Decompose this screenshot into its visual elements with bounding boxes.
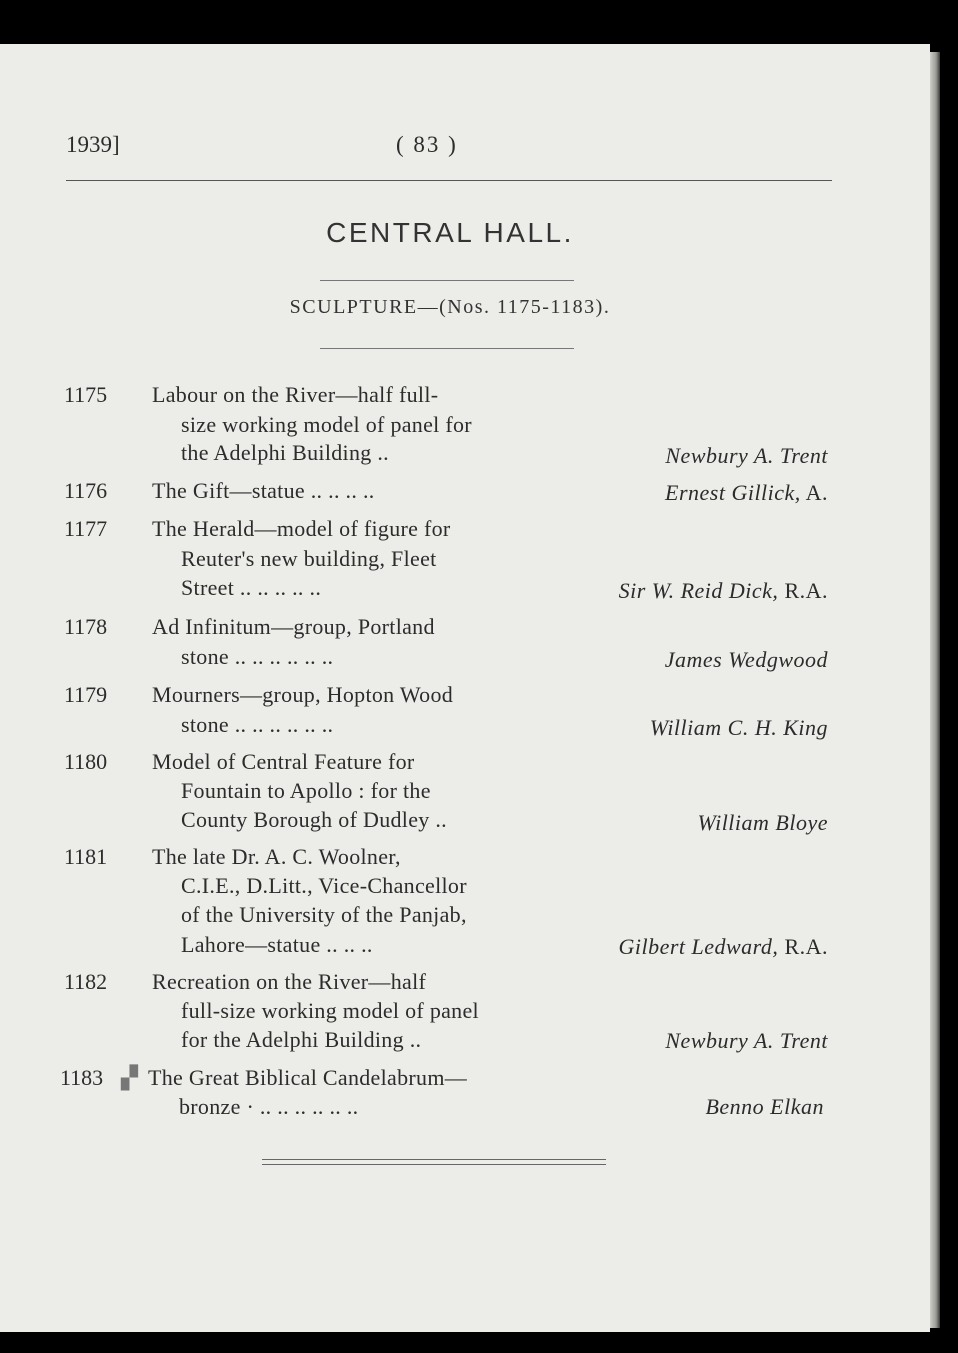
entry-number: 1180 [64,749,108,774]
section-title: CENTRAL HALL. [326,217,574,248]
artist-name: Gilbert Ledward, [618,934,779,959]
page-edge [930,52,940,1328]
entry-line: The late Dr. A. C. Woolner, [152,844,401,869]
entry-number: 1177 [64,516,108,541]
entry-line: of the University of the Panjab, [181,902,467,927]
header-year: 1939] [66,132,120,157]
header-page-number: ( 83 ) [396,132,458,157]
title-rule [320,280,574,281]
artist-name: Benno Elkan [705,1094,824,1119]
header-rule [66,180,832,181]
artist-name: James Wedgwood [664,647,828,672]
entry-line: full-size working model of panel [181,998,479,1023]
subtitle-rule [320,348,574,349]
entry-artist [665,1028,828,1054]
entry-line: Model of Central Feature for [152,749,415,774]
entry-artist [665,480,828,506]
entry-number: 1175 [64,382,108,407]
book-page [0,44,930,1332]
entry-line: C.I.E., D.Litt., Vice-Chancellor [181,873,467,898]
entry-line: The Gift—statue .. .. .. .. [152,478,375,503]
entry-line: The Great Biblical Candelabrum— [148,1065,468,1090]
entry-line: Reuter's new building, Fleet [181,546,437,571]
entry-artist [650,715,828,741]
artist-name: William Bloye [697,810,828,835]
entry-number: 1178 [64,614,108,639]
artist-suffix: A. [800,480,828,505]
entry-artist [619,578,828,604]
entry-number: 1179 [64,682,108,707]
entry-artist [665,647,828,673]
section-subtitle: SCULPTURE—(Nos. 1175-1183). [289,296,611,318]
entry-line: Ad Infinitum—group, Portland [152,614,435,639]
entry-line: Street .. .. .. .. .. [181,575,322,600]
entry-artist [697,810,828,836]
entry-number: 1183 [60,1065,104,1090]
entry-artist [705,1094,824,1120]
entry-line: Lahore—statue .. .. .. [181,932,373,957]
entry-line: the Adelphi Building .. [181,440,389,465]
entry-line: stone .. .. .. .. .. .. [181,644,334,669]
entry-line: stone .. .. .. .. .. .. [181,712,334,737]
entry-number: 1181 [64,844,108,869]
artist-name: Newbury A. Trent [665,1028,828,1053]
entry-line: bronze · .. .. .. .. .. .. [179,1094,359,1119]
entry-line: Mourners—group, Hopton Wood [152,682,454,707]
entry-number: 1182 [64,969,108,994]
artist-name: Sir W. Reid Dick, [618,578,779,603]
entry-artist [665,443,828,469]
entry-line: County Borough of Dudley .. [181,807,447,832]
entry-line: for the Adelphi Building .. [181,1027,422,1052]
artist-name: William C. H. King [649,715,828,740]
entry-line: size working model of panel for [181,412,472,437]
entry-number: 1176 [64,478,108,503]
entry-line: Recreation on the River—half [152,969,427,994]
artist-name: Newbury A. Trent [665,443,828,468]
closing-double-rule [262,1159,606,1165]
entry-line: The Herald—model of figure for [152,516,451,541]
entry-line: Labour on the River—half full- [152,382,439,407]
entry-artist [618,934,828,960]
margin-mark-icon: ▞ [121,1065,138,1090]
artist-suffix: R.A. [778,578,828,603]
artist-suffix: R.A. [778,934,828,959]
artist-name: Ernest Gillick, [665,480,801,505]
entry-line: Fountain to Apollo : for the [181,778,431,803]
